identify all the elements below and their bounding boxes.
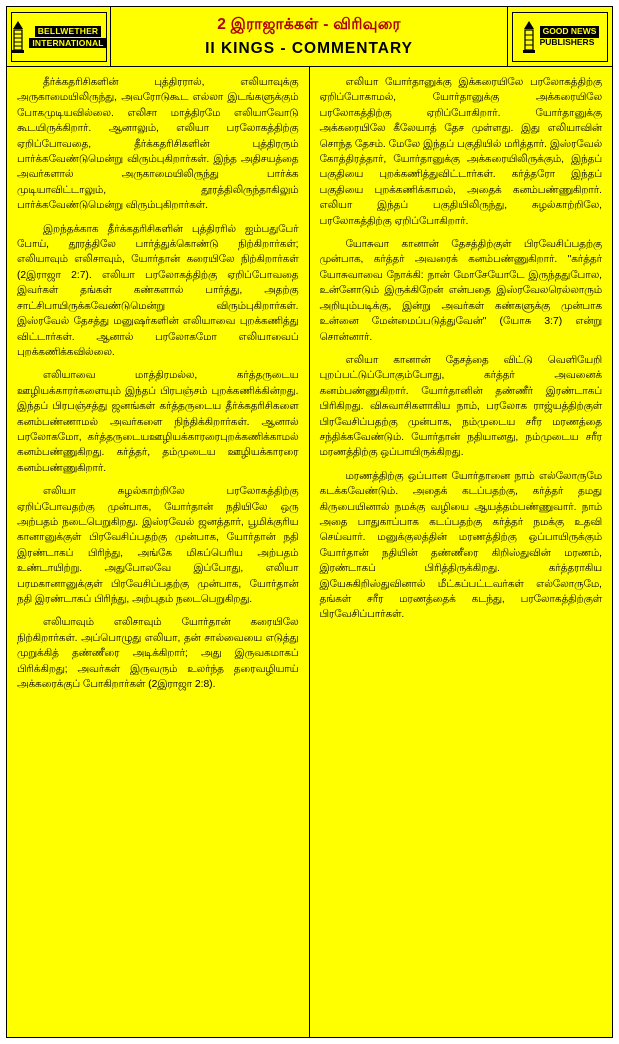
- title-tamil: 2 இராஜாக்கள் - விரிவுரை: [217, 15, 401, 33]
- paragraph: தீர்க்கதரிசிகளின் புத்திரரால், எலியாவுக்கு அருகாமையிலிருந்து, அவரோடுகூட எல்லா இடங்களுக்கும் போகமுடியவில்லை. எலிசா மாத்திரமே எலியாவோடு கூடயிருக்கிறார். ஆனாலும், எலியா பரலோகத்திற்கு ஏறிப்போவதை, தீர்க்கதரிசிகளின் புத்திரரும் பார்க்கவேண்டுமென்று விரும்புகிறார்கள். இந்த அதிசயத்தை அவர்களால் அருகாமையிலிருந்து பார்க்க முடியாவிட்டாலும், தூரத்திலிருந்தாகிலும் பார்க்கவேண்டுமென்று விரும்புகிறார்கள்.: [17, 77, 299, 212]
- lighthouse-icon: [521, 20, 537, 54]
- page-header: [7, 7, 612, 67]
- tower-icon: [10, 20, 26, 54]
- paragraph: யோசுவா கானான் தேசத்திற்குள் பிரவேசிப்பதற்கு முன்பாக, கர்த்தர் அவரைக் கனம்பண்ணுகிறார். "கர்த்தர் யோசுவாவை நோக்கி: நான் மோசேயோடே இருந்ததுபோல, உன்னோடும் இருக்கிறேன் என்பதை இஸ்ரவேலரெல்லாரும் அறியும்படிக்கு, இன்று அவர்கள் கண்களுக்கு முன்பாக உன்னை மேன்மைப்படுத்துவேன்" (யோசு 3:7) என்று சொன்னார்.: [319, 239, 602, 343]
- publisher-line2: PUBLISHERS: [539, 36, 595, 47]
- commentary-sheet: [6, 6, 613, 1038]
- bellwether-logo-container: [7, 7, 111, 66]
- paragraph: எலியாவை மாத்திரமல்ல, கர்த்தருடைய ஊழியக்காரர்களையும் இந்தப் பிரபஞ்சம் புறக்கணிக்கின்றது. இந்தப் பிரபஞ்சத்து ஜனங்கள் கர்த்தருடைய தீர்க்கதரிசிகளை கனம்பண்ணாமல் அவர்களை நிந்திக்கிறார்கள். ஆனால் பரலோகமோ, கர்த்தருடையஊழியக்காரரைபுறக்கணிக்காமல் கனம்பண்ணுகிறது. கர்த்தர், தம்முடைய ஊழியக்காரரை கனம்பண்ணுகிறார்.: [17, 370, 299, 474]
- right-column: [310, 67, 613, 1037]
- publisher-line1: GOOD NEWS: [540, 26, 600, 37]
- paragraph: மரணத்திற்கு ஒப்பான யோர்தானை நாம் எல்லோருமே கடக்கவேண்டும். அதைக் கடப்பதற்கு, கர்த்தர் தமது கிருபையினால் நமக்கு வழியை ஆயத்தம்பண்ணுவார். நாம் அதை பாதுகாப்பாக கடப்பதற்கு கர்த்தர் நமக்கு உதவி செய்வார். மனுக்குலத்தின் மரணத்திற்கு ஒப்பாயிருக்கும் யோர்தான் நதியின் தண்ணீரை கிறிஸ்துவின் மரணம், இரண்டாகப் பிரித்திருக்கிறது. கர்த்தராகிய இயேசுகிறிஸ்துவினால் மீட்கப்பட்டவர்கள் எல்லோருமே, தங்கள் சரீர மரணத்தைக் கடந்து, பரலோகத்திற்குள் பிரவேசிப்பார்கள்.: [319, 470, 602, 621]
- paragraph: எலியாவும் எலிசாவும் யோர்தான் கரையிலே நிற்கிறார்கள். அப்பொழுது எலியா, தன் சால்வையை எடுத்து முறுக்கித் தண்ணீரை அடிக்கிறார்; அது இருவகமாகப் பிரிக்கிறது; அவர்கள் இருவரும் உலர்ந்த தரைவழியாய் அக்கரைக்குப் போகிறார்கள் (2இராஜா 2:8).: [17, 617, 299, 691]
- page-title: [111, 7, 508, 66]
- paragraph: இறந்தக்காக தீர்க்கதரிசிகளின் புத்திரரில் ஐம்பதுபேர் போய், தூரத்திலே பார்த்துக்கொண்டு நிற்கிறார்கள்; எலியாவும் எலிசாவும், யோர்தான் கரையிலே நிற்கிறார்கள் (2இராஜா 2:7). எலியா பரலோகத்திற்கு ஏறிப்போவதை இவர்கள் தங்கள் கண்களால் பார்த்து, அதற்கு சாட்சிபாயிருக்கவேண்டுமென்று விரும்புகிறார்கள். இஸ்ரவேல் தேசத்து மனுஷர்களின் எலியாவை புறக்கணித்து விட்டார்கள். ஆனால் பரலோகமோ எலியாவைப் புறக்கணிக்கவில்லை.: [17, 223, 299, 358]
- article-body: [7, 67, 612, 1037]
- title-english: II KINGS - COMMENTARY: [205, 39, 413, 57]
- paragraph: எலியா யோர்தானுக்கு இக்கரையிலே பரலோகத்திற்கு ஏறிப்போகாமல், யோர்தானுக்கு அக்கரையிலே பரலோகத்திற்கு ஏறிப்போகிறார். யோர்தானுக்கு அக்கரையிலே கீலேயாத் தேச முள்ளது. இது எலியாவின் சொந்த தேசம். மேலே இந்தப் பகுதியில் மரித்தார். இஸ்ரவேல் கோத்திரத்தார், யோர்தானுக்கு அக்கரையிலிருக்கும், இந்தப் பகுதியை புறக்கணித்துவிட்டார்கள். கர்த்தரோ இந்தப் பகுதியை புறக்கணிக்காமல், அதைக் கனம்பண்ணுகிறார். எலியா இந்தப் பகுதியிலிருந்து, சுழல்காற்றிலே, பரலோகத்திற்கு ஏறிப்போகிறார்.: [319, 77, 602, 227]
- paragraph: எலியா கானான் தேசத்தை விட்டு வெளியேறி புறப்பட்டுப்போகும்போது, கர்த்தர் அவனைக் கனம்பண்ணுகிறார். யோர்தானின் தண்ணீர் இரண்டாகப் பிரிகிறது. விசுவாசிகளாகிய நாம், பரலோக ராஜ்யத்திற்குள் பிரவேசிப்பதற்கு முன்பாக, நம்முடைய சரீர மரணத்தை சந்திக்கவேண்டும். யோர்தான் நதியானது, நம்முடைய சரீர மரணத்திற்கு ஒப்பாயிருக்கிறது.: [319, 354, 602, 459]
- paragraph: எலியா சுழல்காற்றிலே பரலோகத்திற்கு ஏறிப்போவதற்கு முன்பாக, யோர்தான் நதியிலே ஒரு அற்பதம் நடைபெறுகிறது. இஸ்ரவேல் ஜனத்தார், பூமிக்குரிய கானானுக்குள் பிரவேசிப்பதற்கு முன்பாக, யோர்தான் நதி இரண்டாகப் பிரிந்து, அங்கே மிகப்பெரிய அற்பதம் உண்டாயிற்று. அதுபோலவே இப்போது, எலியா பரமகானானுக்குள் பிரவேசிப்பதற்கு முன்பாக, யோர்தான் நதி இரண்டாகப் பிரிந்து, அற்புதம் நடைபெறுகிறது.: [17, 486, 299, 605]
- bellwether-line2: INTERNATIONAL: [29, 38, 106, 49]
- left-column: [7, 67, 310, 1037]
- bellwether-line1: BELLWETHER: [35, 26, 102, 37]
- publisher-logo-container: [508, 7, 612, 66]
